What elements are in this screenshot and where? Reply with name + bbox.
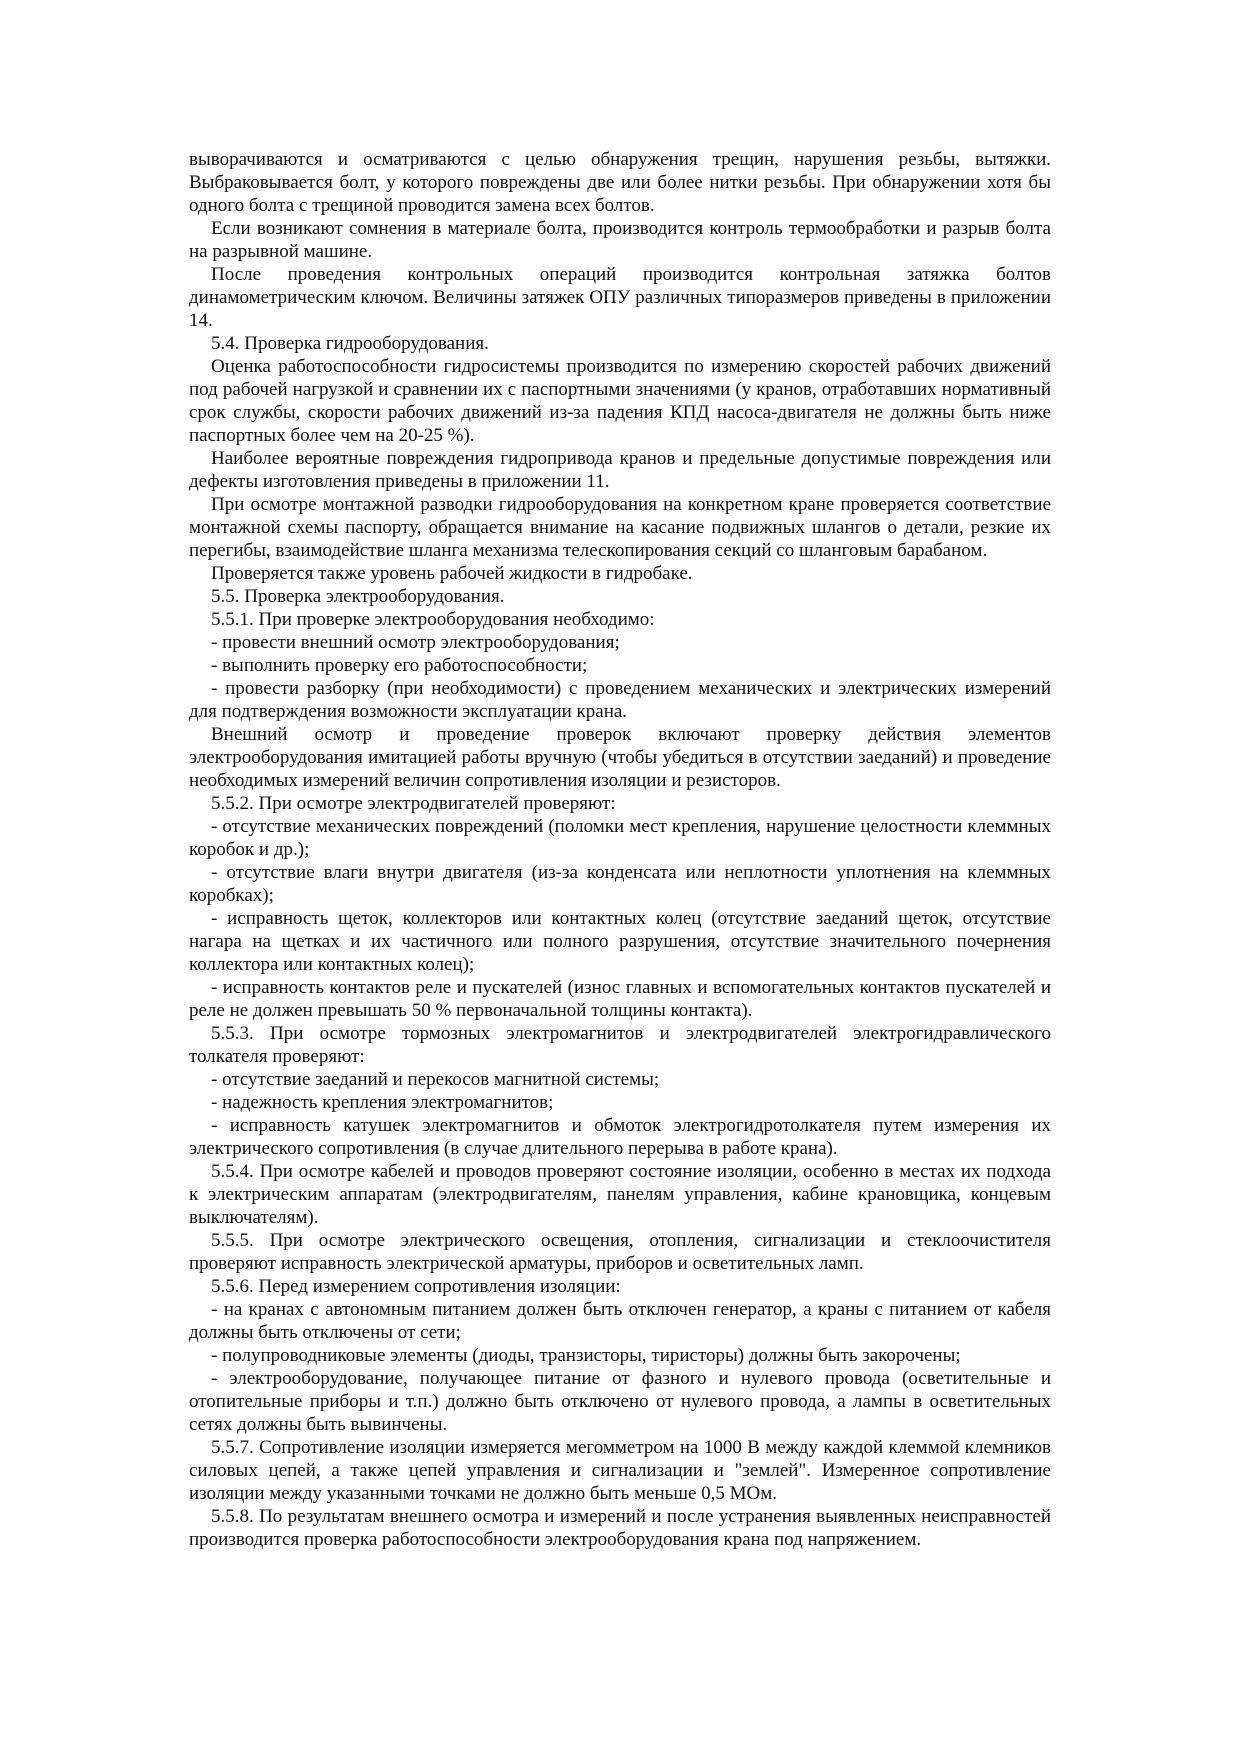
list-item: - отсутствие механических повреждений (поломки мест крепления, нарушение целостности клеммных коробок и др.); — [189, 816, 1051, 860]
list-item: - полупроводниковые элементы (диоды, транзисторы, тиристоры) должны быть закорочены; — [211, 1345, 961, 1366]
paragraph-hydraulic-damage: Наиболее вероятные повреждения гидропривода кранов и предельные допустимые повреждения или дефекты изготовления приведены в приложении 11. — [189, 448, 1051, 492]
paragraph-hydraulic-wiring: При осмотре монтажной разводки гидрооборудования на конкретном кране проверяется соответствие монтажной схемы паспорту, обращается внимание на касание подвижных шлангов о детали, резкие их перегибы, взаимодействие шланга механизма телескопирования секций со шланговым барабаном. — [189, 494, 1051, 561]
paragraph-5-5-7: 5.5.7. Сопротивление изоляции измеряется мегомметром на 1000 В между каждой клеммой клемников силовых цепей, а также цепей управления и сигнализации и "землей". Измеренное сопротивление изоляции между указанными точками не должно быть меньше 0,5 МОм. — [189, 1437, 1051, 1504]
paragraph-bolt-torque: После проведения контрольных операций производится контрольная затяжка болтов динамометрическим ключом. Величины затяжек ОПУ различных типоразмеров приведены в приложении 14. — [189, 264, 1051, 331]
list-item: - отсутствие заеданий и перекосов магнитной системы; — [211, 1069, 660, 1090]
list-item: - исправность щеток, коллекторов или контактных колец (отсутствие заеданий щеток, отсутствие нагара на щетках и их частичного или полного разрушения, отсутствие значительного почернения коллектора или контактных колец); — [189, 908, 1051, 975]
list-item: - надежность крепления электромагнитов; — [211, 1092, 554, 1113]
paragraph-fluid-level: Проверяется также уровень рабочей жидкости в гидробаке. — [211, 563, 693, 584]
paragraph-5-5-5: 5.5.5. При осмотре электрического освещения, отопления, сигнализации и стеклоочистителя проверяют исправность электрической арматуры, приборов и осветительных ламп. — [189, 1230, 1051, 1274]
paragraph-bolt-material: Если возникают сомнения в материале болта, производится контроль термообработки и разрыв болта на разрывной машине. — [189, 218, 1051, 262]
paragraph-5-5-3: 5.5.3. При осмотре тормозных электромагнитов и электродвигателей электрогидравлического толкателя проверяют: — [189, 1023, 1051, 1067]
document-page — [189, 148, 1051, 1551]
list-item: - выполнить проверку его работоспособности; — [211, 655, 588, 676]
list-item: - провести внешний осмотр электрооборудования; — [211, 632, 620, 653]
paragraph-hydraulic-assessment: Оценка работоспособности гидросистемы производится по измерению скоростей рабочих движений под рабочей нагрузкой и сравнении их с паспортными значениями (у кранов, отработавших нормативный срок службы, скорости рабочих движений из-за падения КПД насоса-двигателя не должны быть ниже паспортных более чем на 20-25 %). — [189, 356, 1051, 446]
paragraph-5-5-2: 5.5.2. При осмотре электродвигателей проверяют: — [211, 793, 616, 814]
paragraph-5-5-8: 5.5.8. По результатам внешнего осмотра и измерений и после устранения выявленных неисправностей производится проверка работоспособности электрооборудования крана под напряжением. — [189, 1506, 1051, 1550]
list-item: - исправность катушек электромагнитов и обмоток электрогидротолкателя путем измерения их электрического сопротивления (в случае длительного перерыва в работе крана). — [189, 1115, 1051, 1159]
list-item: - на кранах с автономным питанием должен быть отключен генератор, а краны с питанием от кабеля должны быть отключены от сети; — [189, 1299, 1051, 1343]
section-heading-5-5: 5.5. Проверка электрооборудования. — [211, 586, 505, 607]
list-item: - отсутствие влаги внутри двигателя (из-за конденсата или неплотности уплотнения на клеммных коробках); — [189, 862, 1051, 906]
list-item: - электрооборудование, получающее питание от фазного и нулевого провода (осветительные и отопительные приборы и т.п.) должно быть отключено от нулевого провода, а лампы в осветительных сетях должны быть вывинчены. — [189, 1368, 1051, 1435]
list-item: - исправность контактов реле и пускателей (износ главных и вспомогательных контактов пускателей и реле не должен превышать 50 % первоначальной толщины контакта). — [189, 977, 1051, 1021]
paragraph-5-5-1: 5.5.1. При проверке электрооборудования необходимо: — [211, 609, 655, 630]
paragraph-5-5-6: 5.5.6. Перед измерением сопротивления изоляции: — [211, 1276, 621, 1297]
paragraph-external-inspection: Внешний осмотр и проведение проверок включают проверку действия элементов электрооборудования имитацией работы вручную (чтобы убедиться в отсутствии заеданий) и проведение необходимых измерений величин сопротивления изоляции и резисторов. — [189, 724, 1051, 791]
paragraph-5-5-4: 5.5.4. При осмотре кабелей и проводов проверяют состояние изоляции, особенно в местах их подхода к электрическим аппаратам (электродвигателям, панелям управления, кабине крановщика, концевым выключателям). — [189, 1161, 1051, 1228]
section-heading-5-4: 5.4. Проверка гидрооборудования. — [211, 333, 489, 354]
list-item: - провести разборку (при необходимости) с проведением механических и электрических измерений для подтверждения возможности эксплуатации крана. — [189, 678, 1051, 722]
paragraph-bolt-inspection: выворачиваются и осматриваются с целью обнаружения трещин, нарушения резьбы, вытяжки. Выбраковывается болт, у которого повреждены две или более нитки резьбы. При обнаружении хотя бы одного болта с трещиной проводится замена всех болтов. — [189, 149, 1051, 216]
